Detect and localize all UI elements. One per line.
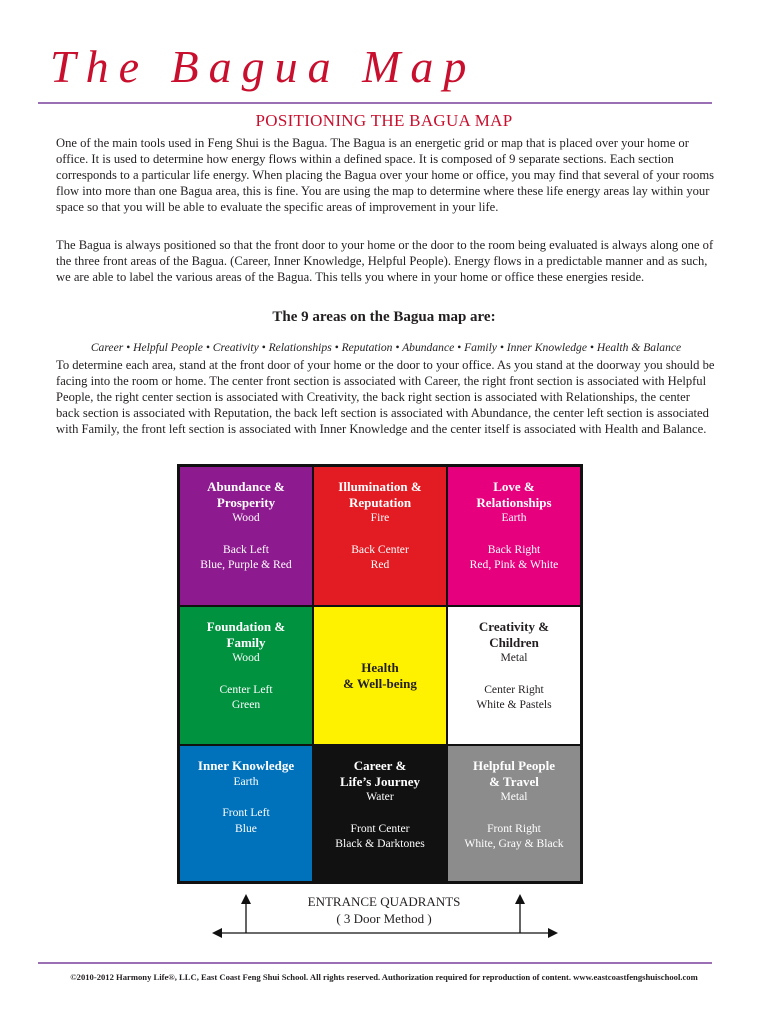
page-title: The Bagua Map [50, 41, 477, 92]
cell-title: Abundance & Prosperity [207, 479, 285, 510]
cell-colors: Green [231, 698, 261, 711]
cell-title: Creativity & Children [478, 619, 550, 650]
cell-element: Earth [501, 511, 527, 524]
cell-colors: White & Pastels [476, 698, 552, 711]
cell-title: Inner Knowledge [197, 758, 295, 773]
cell-title: Foundation & Family [206, 619, 286, 650]
top-divider [38, 102, 712, 104]
cell-element: Metal [500, 790, 528, 803]
cell-title: Love & Relationships [476, 479, 552, 510]
cell-position: Back Left [222, 542, 270, 556]
cell-title: Helpful People & Travel [473, 758, 555, 789]
cell-element: Wood [232, 511, 260, 524]
areas-heading: The 9 areas on the Bagua map are: [272, 309, 496, 325]
intro-paragraph-2: The Bagua is always positioned so that the front door to your home or the door to the room being evaluated is always along one of the three front areas of the Bagua. (Career, Inner Knowledge, Helpful People). Energy flows in a predictable manner and as such, we are able to label the various areas of the Bagua. This tells you where in your home or office these energies reside. [56, 238, 714, 284]
cell-position: Center Right [484, 682, 544, 696]
cell-element: Earth [233, 774, 259, 788]
bagua-cell-health [313, 606, 447, 745]
cell-colors: Blue [235, 821, 257, 835]
cell-element: Metal [500, 651, 528, 664]
cell-position: Front Center [350, 821, 410, 835]
cell-position: Back Center [351, 542, 409, 556]
cell-colors: Red [370, 558, 390, 571]
cell-title: Health & Well-being [343, 660, 417, 691]
cell-position: Front Right [487, 821, 541, 835]
bagua-cell-career [313, 745, 447, 882]
areas-paragraph: To determine each area, stand at the front door of your home or the door to your office. As you stand at the doorway you should be facing into the room or home. The center front section is associated with Career, the right front section is associated with Helpful People, the right center section is associated with Creativity, the back right section is associated with Relationships, the center back section is associated with Reputation, the back left section is associated with Abundance, the center left section is associated with Family, the front left section is associated with Inner Knowledge and the center itself is associated with Health and Balance. [56, 358, 715, 436]
bagua-cell-reputation [313, 466, 447, 606]
section-subtitle: POSITIONING THE BAGUA MAP [255, 111, 513, 130]
bagua-cell-creativity [447, 606, 581, 745]
bagua-cell-relationships [447, 466, 581, 606]
cell-colors: Blue, Purple & Red [200, 558, 292, 571]
bagua-cell-abundance [179, 466, 313, 606]
bagua-cell-family [179, 606, 313, 745]
cell-title: Career & Life’s Journey [339, 758, 421, 789]
cell-colors: Black & Darktones [335, 837, 425, 850]
cell-position: Front Left [222, 806, 270, 819]
entrance-title: ENTRANCE QUADRANTS [307, 894, 461, 909]
cell-position: Center Left [219, 682, 273, 696]
entrance-subtitle: ( 3 Door Method ) [336, 911, 432, 926]
bagua-cell-helpful-people [447, 745, 581, 882]
cell-colors: Red, Pink & White [469, 558, 559, 571]
bottom-divider [38, 962, 712, 964]
entrance-arrows-icon [210, 893, 560, 945]
copyright-footer: ©2010-2012 Harmony Life®, LLC, East Coast Feng Shui School. All rights reserved. Authorization required for reproduction of content. www.eastcoastfengshuischool.com [70, 972, 698, 982]
cell-element: Water [366, 790, 394, 803]
cell-element: Fire [370, 511, 390, 524]
cell-element: Wood [232, 651, 260, 664]
cell-title: Illumination & Reputation [338, 479, 422, 510]
intro-paragraph-1: One of the main tools used in Feng Shui is the Bagua. The Bagua is an energetic grid or map that is placed over your home or office. It is used to determine how energy flows within a defined space. It is composed of 9 separate sections. Each section corresponds to a particular life energy. When placing the Bagua over your home or office, you may find that several of your rooms flow into more than one Bagua area, this is fine. You are using the map to determine where these life energy areas lay within your space so that you will be able to evaluate the specific areas of improvement in your life. [56, 136, 715, 214]
areas-list: Career • Helpful People • Creativity • Relationships • Reputation • Abundance • Family • Inner Knowledge • Health & Balance [90, 341, 682, 354]
bagua-grid [177, 464, 583, 884]
bagua-cell-knowledge [179, 745, 313, 882]
cell-colors: White, Gray & Black [464, 837, 564, 850]
cell-position: Back Right [487, 542, 541, 556]
